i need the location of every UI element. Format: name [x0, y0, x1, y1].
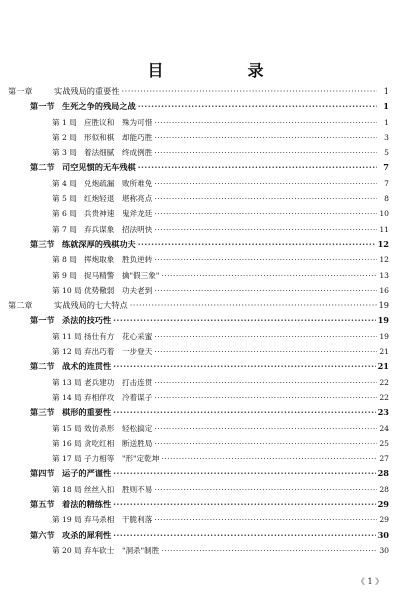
toc-page-number: 23	[377, 407, 389, 418]
toc-section-row[interactable]	[0, 99, 411, 114]
toc-entry-text: 杀法的技巧性	[62, 315, 112, 326]
toc-entry-number: 第 13 局	[52, 377, 82, 387]
toc-item-row[interactable]	[0, 390, 411, 405]
toc-entry-number: 第 7 局	[52, 224, 77, 234]
toc-page-number: 12	[377, 238, 389, 249]
toc-entry-number: 第 10 局	[52, 285, 82, 295]
toc-entry-label	[52, 482, 152, 497]
toc-item-row[interactable]	[0, 130, 411, 145]
table-of-contents	[0, 84, 411, 558]
dot-leader	[154, 130, 377, 145]
toc-entry-label	[30, 466, 111, 481]
toc-page-number: 24	[379, 423, 389, 433]
toc-entry-number: 第 19 局	[52, 515, 82, 525]
toc-entry-text: 着法细腻 终成例胜	[84, 148, 153, 158]
toc-section-row[interactable]	[0, 313, 411, 328]
toc-item-row[interactable]	[0, 145, 411, 160]
toc-page-number: 8	[384, 194, 389, 204]
toc-entry-text: 棋形的重要性	[62, 407, 112, 418]
toc-entry-text: 攻杀的犀利性	[62, 529, 112, 540]
toc-entry-number: 第 8 局	[52, 255, 77, 265]
toc-section-row[interactable]	[0, 405, 411, 420]
dot-leader	[154, 512, 377, 527]
toc-entry-number: 第 6 局	[52, 209, 77, 219]
dot-leader	[154, 344, 377, 359]
toc-entry-number: 第 12 局	[52, 347, 82, 357]
toc-entry-label	[52, 115, 152, 130]
toc-entry-text: 老兵建功 打击连贯	[84, 377, 153, 387]
dot-leader	[113, 528, 375, 543]
toc-section-row[interactable]	[0, 359, 411, 374]
toc-entry-number: 第 16 局	[52, 438, 82, 448]
toc-entry-number: 第三节	[30, 407, 55, 418]
toc-entry-label	[30, 528, 111, 543]
toc-page-number: 30	[379, 545, 389, 555]
toc-item-row[interactable]	[0, 451, 411, 466]
toc-entry-number: 第 3 局	[52, 148, 77, 158]
toc-item-row[interactable]	[0, 421, 411, 436]
toc-entry-text: 练就深厚的残棋功夫	[62, 238, 136, 249]
toc-entry-label	[52, 145, 152, 160]
dot-leader	[154, 421, 377, 436]
toc-entry-text: 司空见惯的无车残棋	[62, 162, 136, 173]
toc-entry-number: 第二章	[8, 300, 33, 311]
toc-entry-text: 贪吃红相 断送胜局	[84, 438, 153, 448]
page-title: 目 录	[147, 61, 298, 80]
toc-entry-text: 形似和棋 却能巧胜	[84, 132, 153, 142]
toc-page-number: 1	[383, 86, 389, 96]
toc-page-number: 7	[383, 162, 389, 173]
toc-page-number: 7	[384, 178, 389, 188]
toc-entry-label	[52, 390, 152, 405]
toc-page-number: 13	[379, 270, 389, 280]
dot-leader	[154, 222, 377, 237]
toc-entry-text: 弃兵谋象 招法明快	[84, 224, 153, 234]
toc-entry-number: 第一章	[8, 86, 33, 96]
dot-leader	[113, 497, 375, 512]
toc-page-number: 19	[377, 315, 389, 326]
toc-entry-label	[52, 252, 152, 267]
toc-page-number: 29	[379, 515, 389, 525]
toc-entry-text: 弃车砍士 "洞杀"制胜	[84, 545, 160, 555]
toc-item-row[interactable]	[0, 482, 411, 497]
toc-item-row[interactable]	[0, 191, 411, 206]
toc-item-row[interactable]	[0, 283, 411, 298]
toc-entry-text: 实战残局的七大特点	[54, 300, 128, 311]
toc-entry-text: 丝丝入扣 胜则不易	[84, 484, 153, 494]
toc-item-row[interactable]	[0, 268, 411, 283]
dot-leader	[161, 451, 377, 466]
toc-entry-label	[52, 436, 152, 451]
toc-item-row[interactable]	[0, 512, 411, 527]
toc-entry-label	[30, 160, 136, 175]
toc-section-row[interactable]	[0, 497, 411, 512]
toc-entry-label	[52, 191, 152, 206]
toc-entry-label	[52, 130, 152, 145]
dot-leader	[154, 375, 377, 390]
dot-leader	[161, 268, 377, 283]
toc-entry-number: 第 2 局	[52, 132, 77, 142]
toc-entry-text: 运子的严谨性	[62, 468, 112, 479]
toc-entry-label	[52, 176, 152, 191]
toc-entry-number: 第 4 局	[52, 178, 77, 188]
toc-entry-label	[52, 283, 152, 298]
dot-leader	[154, 115, 377, 130]
toc-entry-number: 第 18 局	[52, 484, 82, 494]
dot-leader	[138, 237, 376, 252]
toc-section-row[interactable]	[0, 466, 411, 481]
toc-page-number: 22	[379, 377, 389, 387]
toc-entry-label	[8, 84, 120, 99]
toc-chapter-row[interactable]	[0, 84, 411, 99]
toc-page-number: 21	[377, 361, 389, 372]
dot-leader	[154, 329, 377, 344]
dot-leader	[138, 99, 377, 114]
toc-entry-label	[52, 451, 159, 466]
toc-item-row[interactable]	[0, 543, 411, 558]
toc-entry-number: 第 17 局	[52, 454, 82, 464]
toc-item-row[interactable]	[0, 115, 411, 130]
dot-leader	[113, 466, 375, 481]
dot-leader	[113, 359, 375, 374]
toc-entry-label	[52, 329, 152, 344]
toc-entry-label	[52, 375, 152, 390]
dot-leader	[113, 313, 375, 328]
dot-leader	[161, 543, 377, 558]
toc-entry-number: 第三节	[30, 238, 55, 249]
toc-page-number: 10	[379, 209, 389, 219]
toc-page-number: 12	[379, 255, 389, 265]
toc-page-number: 1	[383, 101, 389, 112]
toc-entry-number: 第一节	[30, 315, 55, 326]
dot-leader	[154, 436, 377, 451]
toc-entry-text: 兵贵神速 鬼斧龙廷	[84, 209, 153, 219]
dot-leader	[138, 160, 377, 175]
dot-leader	[113, 405, 375, 420]
dot-leader	[154, 482, 377, 497]
dot-leader	[154, 191, 377, 206]
toc-entry-text: 子力相等 "形"定乾坤	[84, 454, 160, 464]
toc-item-row[interactable]	[0, 176, 411, 191]
toc-page-number: 1	[384, 117, 389, 127]
toc-entry-number: 第 20 局	[52, 545, 82, 555]
dot-leader	[154, 390, 377, 405]
toc-entry-label	[52, 222, 152, 237]
toc-chapter-row[interactable]	[0, 298, 411, 313]
toc-page-number: 28	[379, 484, 389, 494]
toc-entry-label	[52, 344, 152, 359]
toc-entry-text: 兑炮疏漏 败所难免	[84, 178, 153, 188]
toc-page-number: 19	[378, 300, 389, 311]
toc-entry-label	[30, 359, 111, 374]
toc-entry-number: 第 11 局	[52, 331, 82, 341]
page-number: 《 1 》	[356, 577, 384, 586]
toc-item-row[interactable]	[0, 252, 411, 267]
toc-section-row[interactable]	[0, 160, 411, 175]
toc-entry-text: 优势儆弱 功夫老到	[84, 285, 153, 295]
toc-page-number: 21	[379, 347, 389, 357]
toc-page-number: 25	[379, 438, 389, 448]
toc-entry-label	[52, 421, 152, 436]
toc-entry-text: 实战残局的重要性	[54, 86, 120, 96]
dot-leader	[130, 298, 377, 313]
toc-entry-text: 挥炮取象 胜负逆转	[84, 255, 153, 265]
toc-entry-label	[52, 512, 152, 527]
toc-page-number: 28	[377, 468, 389, 479]
dot-leader	[154, 283, 377, 298]
toc-page-number: 29	[377, 499, 389, 510]
toc-entry-text: 生死之争的残局之战	[62, 101, 136, 112]
toc-entry-number: 第 15 局	[52, 423, 82, 433]
toc-item-row[interactable]	[0, 329, 411, 344]
toc-entry-text: 应胜议和 殊为可惜	[84, 117, 153, 127]
toc-entry-number: 第 14 局	[52, 392, 82, 402]
toc-entry-number: 第 1 局	[52, 117, 77, 127]
toc-page-number: 22	[379, 392, 389, 402]
toc-entry-label	[30, 405, 111, 420]
toc-item-row[interactable]	[0, 436, 411, 451]
toc-entry-label	[52, 206, 152, 221]
toc-entry-label	[30, 497, 111, 512]
toc-item-row[interactable]	[0, 344, 411, 359]
toc-item-row[interactable]	[0, 222, 411, 237]
dot-leader	[154, 252, 377, 267]
toc-entry-label	[30, 99, 136, 114]
toc-entry-number: 第 5 局	[52, 194, 77, 204]
toc-page-number: 30	[377, 529, 389, 540]
toc-entry-text: 效仿杀形 轻松搞定	[84, 423, 153, 433]
toc-item-row[interactable]	[0, 206, 411, 221]
toc-entry-number: 第五节	[30, 499, 55, 510]
dot-leader	[122, 84, 377, 99]
toc-entry-number: 第 9 局	[52, 270, 77, 280]
toc-entry-number: 第二节	[30, 361, 55, 372]
toc-entry-label	[8, 298, 128, 313]
toc-entry-label	[30, 237, 136, 252]
toc-entry-label	[30, 313, 111, 328]
toc-entry-number: 第四节	[30, 468, 55, 479]
toc-entry-number: 第一节	[30, 101, 55, 112]
toc-section-row[interactable]	[0, 237, 411, 252]
toc-entry-text: 弃出巧着 一步登天	[84, 347, 153, 357]
toc-page-number: 5	[384, 148, 389, 158]
toc-entry-text: 红炮轻退 堪称亮点	[84, 194, 153, 204]
toc-entry-label	[52, 543, 159, 558]
dot-leader	[154, 145, 377, 160]
toc-entry-text: 捉马精警 擒"假三象"	[84, 270, 160, 280]
toc-entry-text: 弃相佯攻 冷着谋子	[84, 392, 153, 402]
toc-page-number: 11	[379, 224, 389, 234]
toc-entry-number: 第六节	[30, 529, 55, 540]
toc-page-number: 19	[379, 331, 389, 341]
toc-entry-text: 战术的连贯性	[62, 361, 112, 372]
toc-item-row[interactable]	[0, 375, 411, 390]
toc-section-row[interactable]	[0, 528, 411, 543]
toc-entry-label	[52, 268, 159, 283]
toc-page-number: 16	[379, 285, 389, 295]
toc-page-number: 3	[384, 132, 389, 142]
toc-page-number: 27	[379, 454, 389, 464]
toc-entry-number: 第二节	[30, 162, 55, 173]
toc-entry-text: 弃马杀相 干脆利落	[84, 515, 153, 525]
toc-entry-text: 着法的精练性	[62, 499, 112, 510]
toc-entry-text: 扬仕有方 花心采蜜	[84, 331, 153, 341]
dot-leader	[154, 206, 377, 221]
dot-leader	[154, 176, 377, 191]
